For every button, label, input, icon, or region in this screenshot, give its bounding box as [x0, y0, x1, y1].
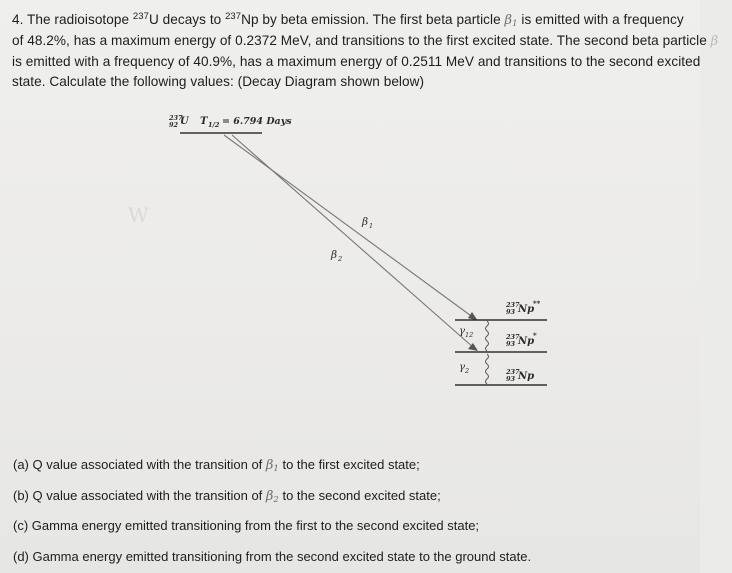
beta1-label: β — [362, 216, 369, 228]
gamma12-label: γ — [459, 326, 465, 337]
question-text: (b) Q value associated with the transition of — [13, 488, 266, 503]
beta-symbol — [266, 458, 279, 473]
level-ground-atomic-number: 93 — [506, 375, 516, 383]
question-b — [13, 488, 441, 504]
question-d: (d) Gamma energy emitted transitioning from the second excited state to the ground state. — [13, 549, 532, 564]
level-ground-mass-number: 237 — [506, 368, 520, 376]
gamma2-label: γ — [459, 362, 465, 373]
gamma2-subscript: 2 — [465, 367, 470, 375]
question-a — [13, 457, 420, 473]
beta-symbol: β — [710, 34, 719, 49]
level-mid-symbol: Np — [518, 336, 535, 347]
parent-symbol: U — [180, 116, 189, 127]
beta1-arrow-line — [224, 135, 474, 318]
problem-text: Np by beta emission. The first beta particle — [241, 12, 505, 27]
beta2-subscript: 2 — [338, 255, 343, 263]
paper-mark: W — [128, 203, 149, 227]
parent-atomic-number: 92 — [169, 121, 179, 129]
question-c: (c) Gamma energy emitted transitioning from the first to the second excited state; — [13, 518, 480, 533]
problem-line-4: state. Calculate the following values: (Decay Diagram shown below) — [12, 74, 425, 89]
level-top-excitation-mark: ** — [533, 299, 541, 308]
beta-letter: β — [265, 489, 274, 504]
parent-mass-number: 237 — [169, 114, 183, 122]
gamma12-subscript: 12 — [465, 331, 474, 339]
level-top-mass-number: 237 — [506, 301, 520, 309]
beta-letter: β — [504, 13, 513, 28]
question-text: (a) Q value associated with the transition of — [13, 457, 266, 472]
level-mid-mass-number: 237 — [506, 333, 520, 341]
level-top-atomic-number: 93 — [506, 308, 516, 316]
mass-number: 237 — [225, 11, 242, 22]
level-top-symbol: Np — [518, 304, 535, 315]
beta-subscript: 1 — [273, 464, 279, 474]
beta-letter: β — [265, 458, 274, 473]
problem-text: of 48.2%, has a maximum energy of 0.2372 MeV, and transitions to the first excited state. The second beta particle — [12, 33, 711, 48]
beta-subscript: 1 — [512, 19, 518, 29]
half-life-subscript: 1/2 — [208, 121, 220, 129]
problem-line-3: is emitted with a frequency of 40.9%, has a maximum energy of 0.2511 MeV and transitions to the second excited — [12, 54, 701, 69]
level-mid-excitation-mark: * — [533, 331, 537, 340]
beta1-subscript: 1 — [369, 222, 374, 230]
half-life-symbol: T — [200, 116, 208, 127]
problem-text: is emitted with a frequency — [517, 12, 684, 27]
question-text: to the first excited state; — [278, 457, 420, 472]
question-text: to the second excited state; — [278, 488, 441, 503]
beta2-arrow-line — [232, 135, 474, 348]
gamma2-wave — [486, 354, 489, 384]
half-life-value: = 6.794 Days — [222, 116, 292, 127]
level-ground-symbol: Np — [518, 371, 535, 382]
problem-text: 4. The radioisotope — [12, 12, 133, 27]
level-mid-atomic-number: 93 — [506, 340, 516, 348]
problem-text: U decays to — [148, 12, 226, 27]
gamma12-wave — [486, 321, 489, 351]
mass-number: 237 — [132, 11, 149, 22]
beta2-label: β — [331, 249, 338, 261]
beta-symbol — [266, 489, 279, 504]
beta-subscript: 2 — [273, 495, 279, 505]
